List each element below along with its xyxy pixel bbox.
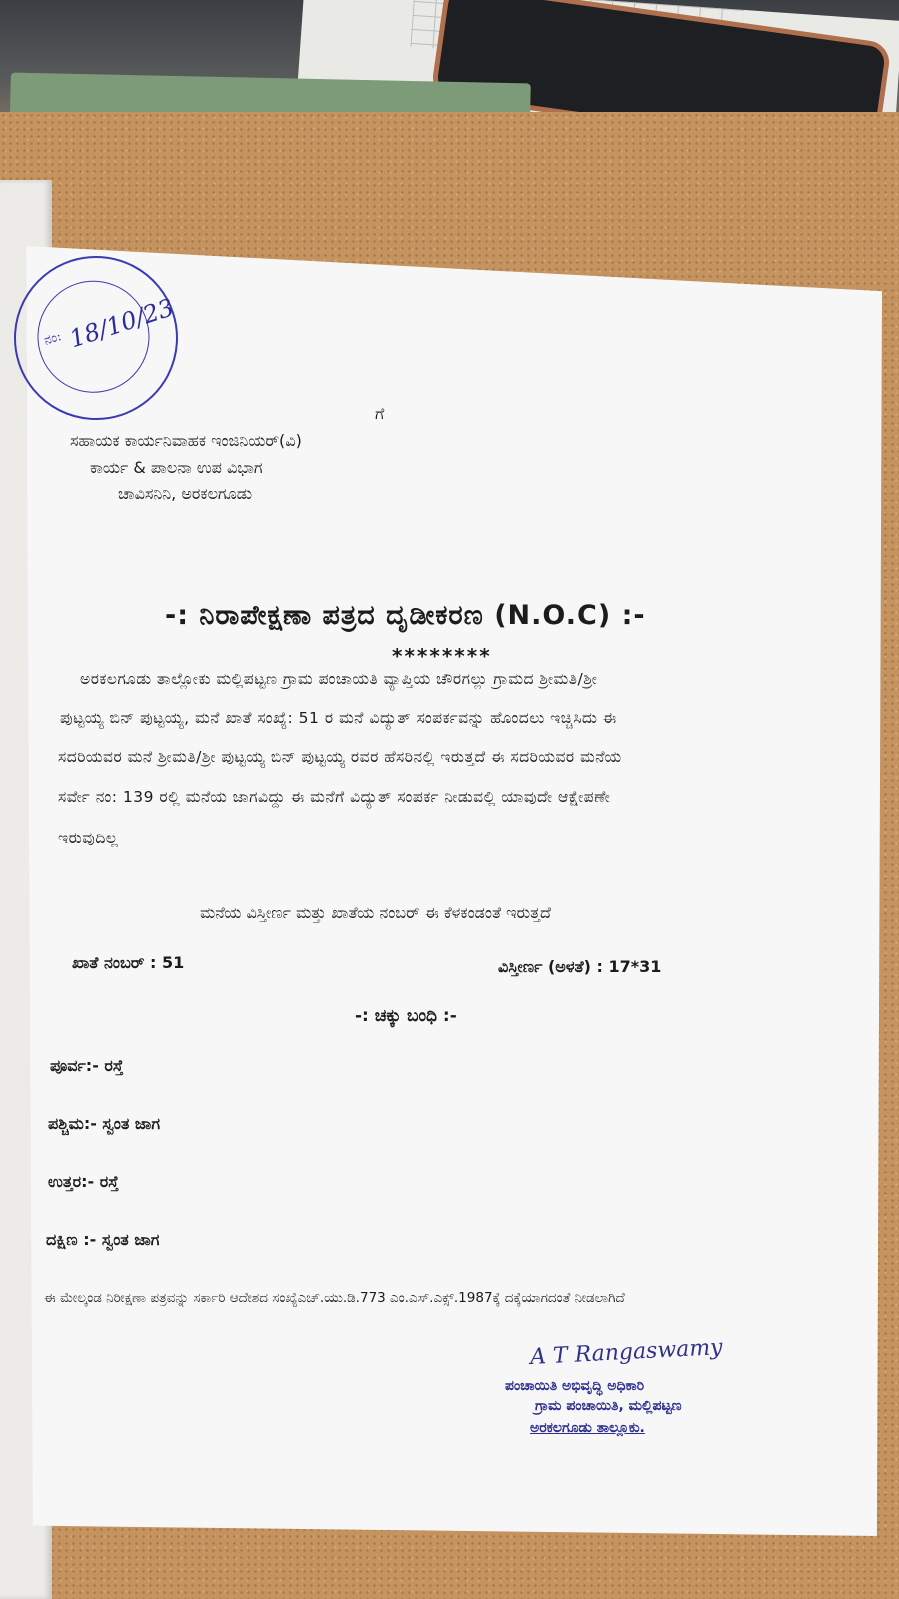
boundary-west: ಪಶ್ಚಿಮ:- ಸ್ವಂತ ಜಾಗ [48, 1114, 160, 1133]
stamp-date: 18/10/23 [66, 293, 178, 354]
boundary-north: ಉತ್ತರ:- ರಸ್ತೆ [48, 1172, 119, 1191]
address-line-1: ಸಹಾಯಕ ಕಾರ್ಯನಿವಾಹಕ ಇಂಜಿನಿಯರ್(ವಿ) [70, 431, 302, 450]
body-line-5: ಇರುವುದಿಲ್ಲ [58, 829, 119, 847]
address-salutation: ಗೆ [375, 404, 385, 423]
body-line-2: ಪುಟ್ಟಯ್ಯ ಬಿನ್ ಪುಟ್ಟಯ್ಯ, ಮನೆ ಖಾತೆ ಸಂಖ್ಯೆ: 51 ರ ಮನೆ ವಿದ್ಯುತ್ ಸಂಪರ್ಕವನ್ನು ಹೊಂದಲು ಇಚ್ಚಿಸಿದು ಈ [60, 709, 617, 727]
address-line-2: ಕಾರ್ಯ & ಪಾಲನಾ ಉಪ ವಿಭಾಗ [90, 458, 263, 477]
body-line-1: ಅರಕಲಗೂಡು ತಾಲ್ಲೋಕು ಮಲ್ಲಿಪಟ್ಟಣ ಗ್ರಾಮ ಪಂಚಾಯತಿ ವ್ಯಾಪ್ತಿಯ ಚೌರಗಲ್ಲು ಗ್ರಾಮದ ಶ್ರೀಮತಿ/ಶ್ರೀ [80, 670, 598, 688]
house-area: ವಿಸ್ತೀರ್ಣ (ಅಳತೆ) : 17*31 [498, 957, 662, 976]
signature: A T Rangaswamy [529, 1334, 724, 1371]
document-title: -: ನಿರಾಪೇಕ್ಷಣಾ ಪತ್ರದ ದೃಡೀಕರಣ (N.O.C) :- [165, 600, 646, 631]
khata-number: ಖಾತೆ ನಂಬರ್ : 51 [72, 953, 185, 972]
seal-taluk: ಅರಕಲಗೂಡು ತಾಲ್ಲೂಕು. [530, 1420, 645, 1436]
boundary-south: ದಕ್ಷಿಣ :- ಸ್ವಂತ ಜಾಗ [46, 1230, 160, 1249]
boundary-east: ಪೂರ್ವ:- ರಸ್ತೆ [50, 1056, 124, 1075]
boundary-heading: -: ಚಕ್ಕು ಬಂಧಿ :- [355, 1006, 457, 1026]
seal-office: ಗ್ರಾಮ ಪಂಚಾಯಿತಿ, ಮಲ್ಲಿಪಟ್ಟಣ [535, 1398, 682, 1414]
seal-designation: ಪಂಚಾಯಿತಿ ಅಭಿವೃದ್ಧಿ ಅಧಿಕಾರಿ [505, 1378, 645, 1394]
extent-intro: ಮನೆಯ ವಿಸ್ತೀರ್ಣ ಮತ್ತು ಖಾತೆಯ ನಂಬರ್ ಈ ಕೆಳಕಂಡಂತೆ ಇರುತ್ತದೆ [200, 903, 551, 922]
address-line-3: ಚಾವಿಸನಿನಿ, ಅರಕಲಗೂಡು [118, 484, 253, 503]
title-stars: ******** [392, 644, 492, 668]
body-line-4: ಸರ್ವೇ ನಂ: 139 ರಲ್ಲಿ ಮನೆಯ ಜಾಗವಿದ್ದು ಈ ಮನೆಗೆ ವಿದ್ಯುತ್ ಸಂಪರ್ಕ ನೀಡುವಲ್ಲಿ ಯಾವುದೇ ಆಕ್ಷೇಪಣೇ [58, 788, 611, 806]
footer-note: ಈ ಮೇಲ್ಕಂಡ ನಿರೀಕ್ಷಣಾ ಪತ್ರವನ್ನು ಸರ್ಕಾರಿ ಆದೇಶದ ಸಂಖ್ಯೆಎಚ್.ಯು.ಡಿ.773 ಎಂ.ಎಸ್.ಎಕ್ಸ್.1987ಕ್ಕೆ ದಕ್ಕೆಯಾಗದಂತೆ ನೀಡಲಾಗಿದೆ [44, 1290, 625, 1306]
body-line-3: ಸದರಿಯವರ ಮನೆ ಶ್ರೀಮತಿ/ಶ್ರೀ ಪುಟ್ಟಯ್ಯ ಬಿನ್ ಪುಟ್ಟಯ್ಯ ರವರ ಹೆಸರಿನಲ್ಲಿ ಇರುತ್ತದೆ ಈ ಸದರಿಯವರ ಮನೆಯ [58, 748, 622, 766]
stamp-number-label: ನಂ: [42, 329, 64, 349]
